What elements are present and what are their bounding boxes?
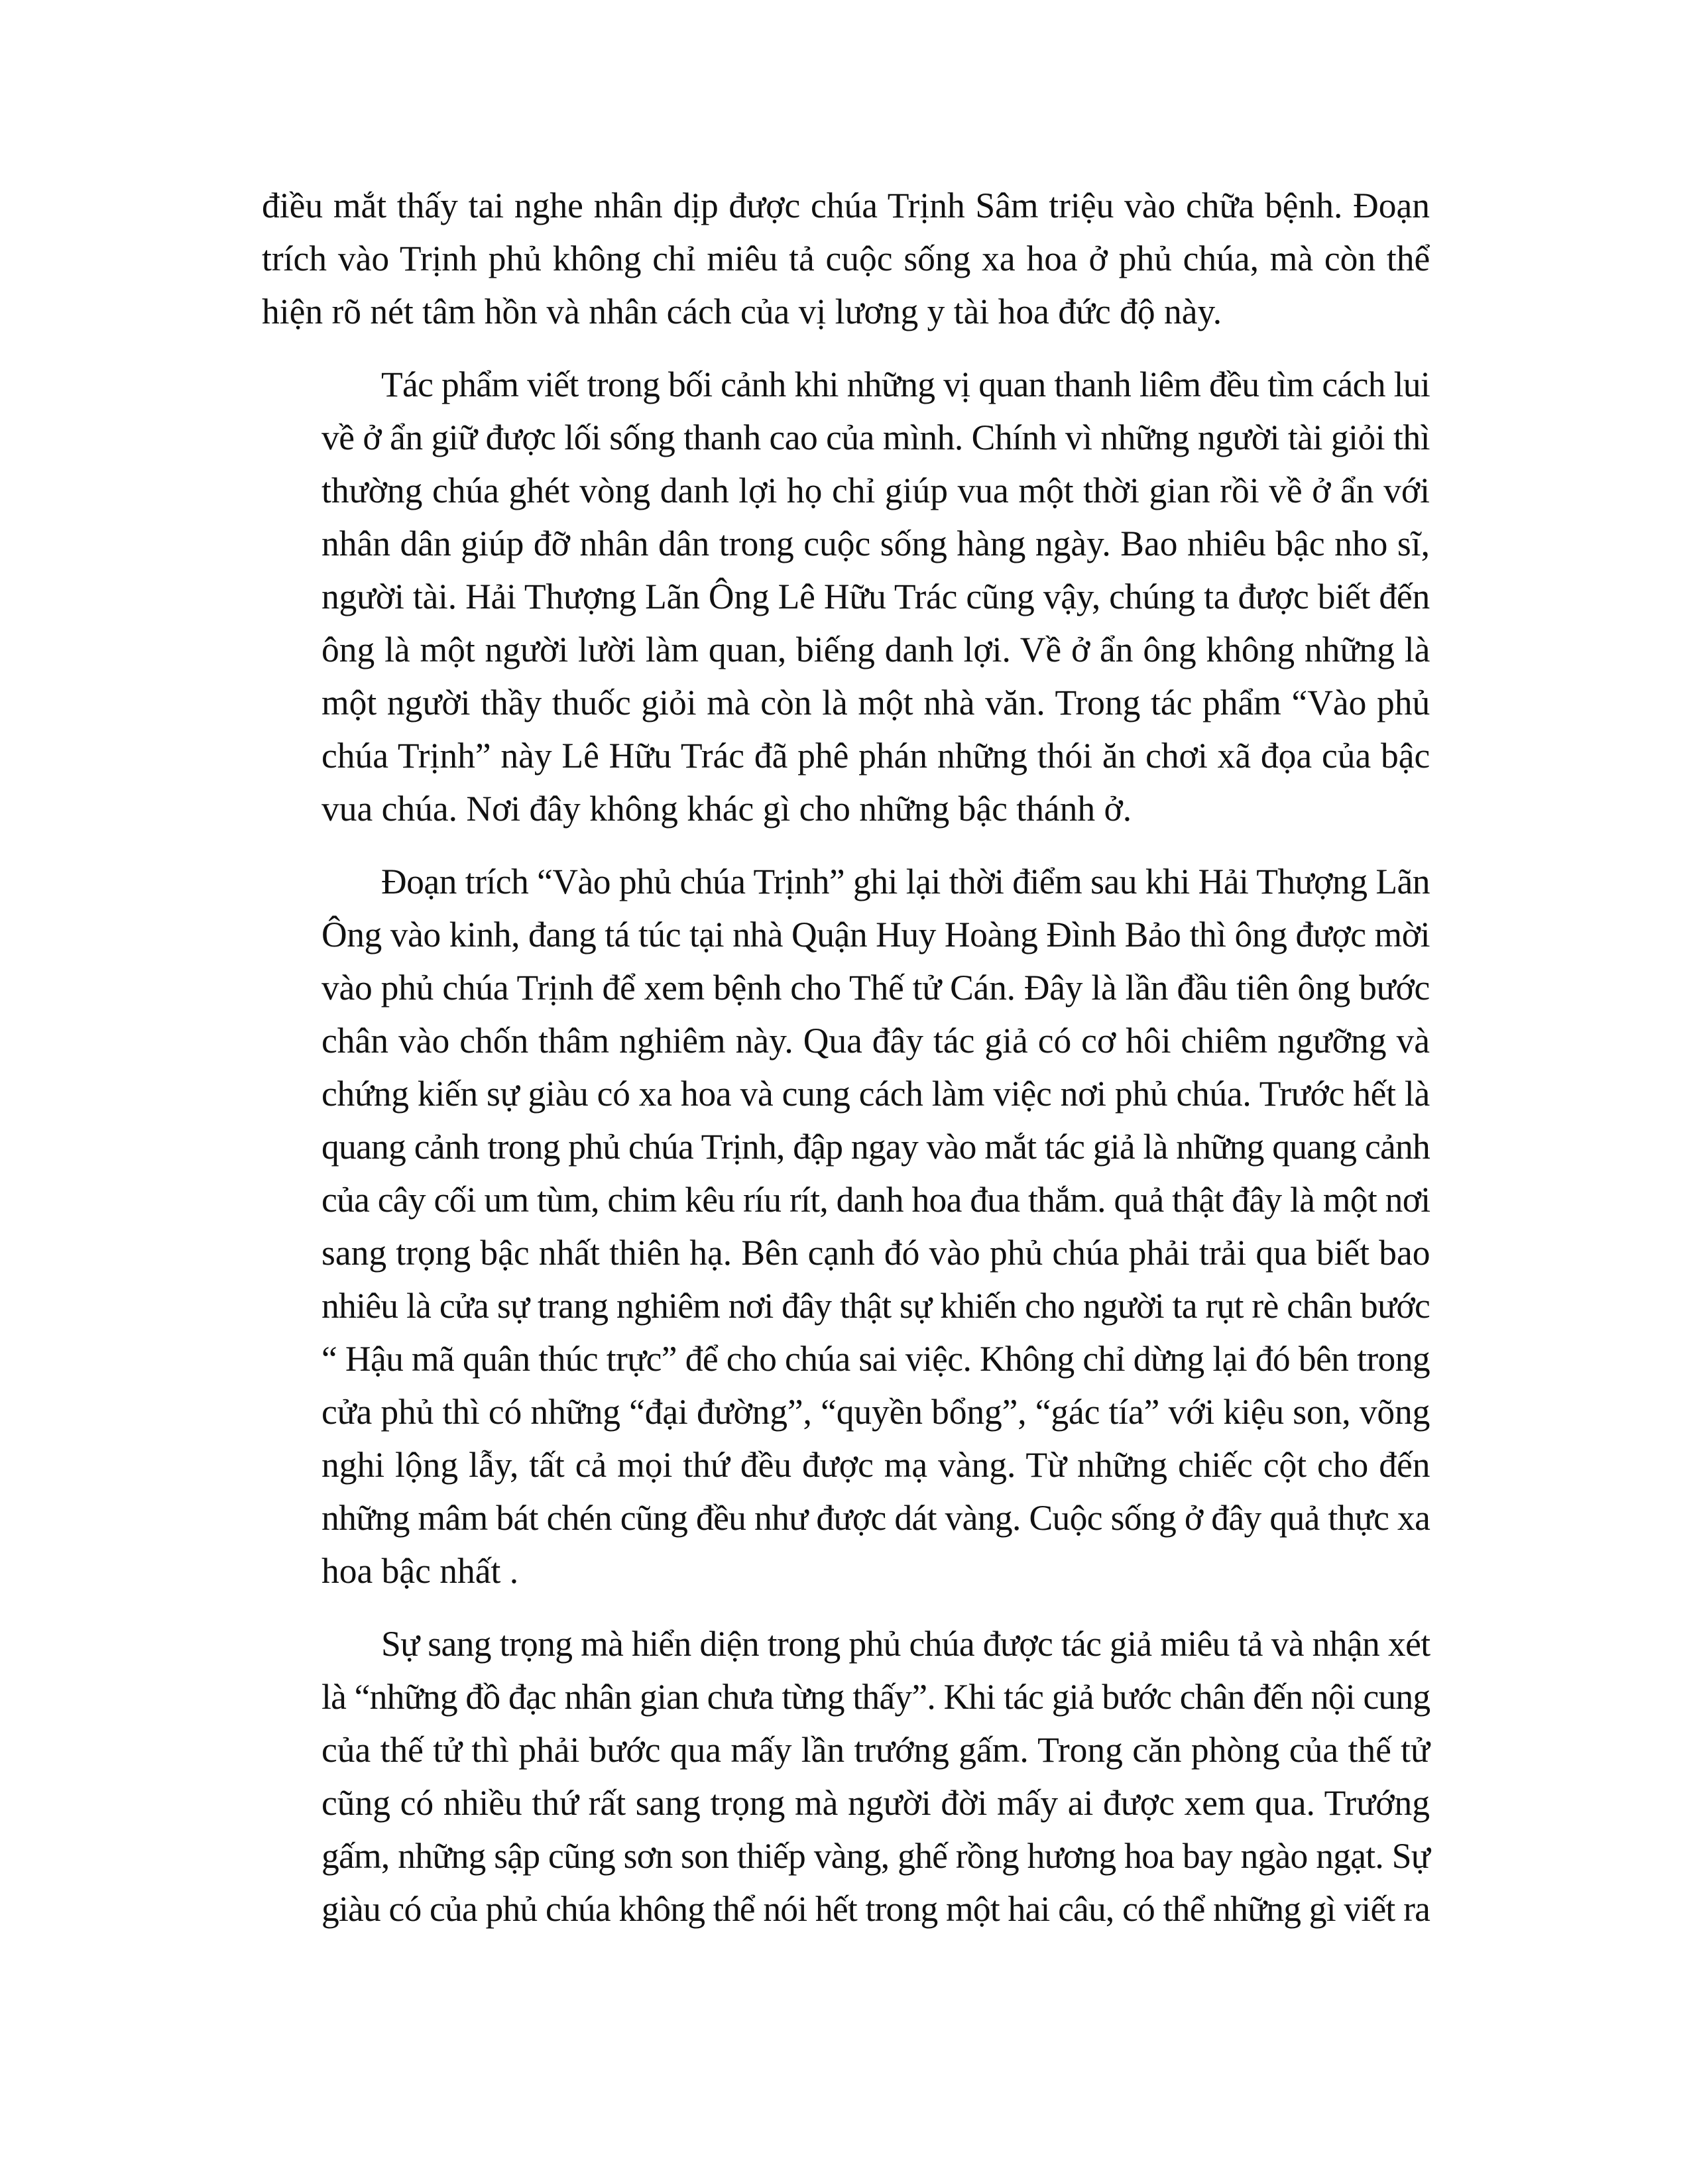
text-line: của cây cối um tùm, chim kêu ríu rít, danh hoa đua thắm. quả thật đây là một nơi [321,1180,1430,1220]
text-line: giàu có của phủ chúa không thể nói hết trong một hai câu, có thể những gì viết ra [321,1889,1430,1929]
text-line: chứng kiến sự giàu có xa hoa và cung cách làm việc nơi phủ chúa. Trước hết là [321,1074,1430,1114]
text-line: nghi lộng lẫy, tất cả mọi thứ đều được mạ vàng. Từ những chiếc cột cho đến [321,1445,1430,1485]
text-line: hoa bậc nhất . [321,1551,519,1591]
text-line: hiện rõ nét tâm hồn và nhân cách của vị lương y tài hoa đức độ này. [262,292,1222,331]
paragraph-3 [262,855,1430,1597]
text-line: Ông vào kinh, đang tá túc tại nhà Quận Huy Hoàng Đình Bảo thì ông được mời [321,915,1430,954]
text-line: chân vào chốn thâm nghiêm này. Qua đây tác giả có cơ hôi chiêm ngưỡng và [321,1021,1430,1061]
text-line: Tác phẩm viết trong bối cảnh khi những vị quan thanh liêm đều tìm cách lui [381,365,1430,404]
text-line: trích vào Trịnh phủ không chỉ miêu tả cuộc sống xa hoa ở phủ chúa, mà còn thể [262,239,1430,278]
text-line: gấm, những sập cũng sơn son thiếp vàng, ghế rồng hương hoa bay ngào ngạt. Sự [321,1836,1430,1876]
text-line: cửa phủ thì có những “đại đường”, “quyền bổng”, “gác tía” với kiệu son, võng [321,1392,1430,1432]
text-line: điều mắt thấy tai nghe nhân dịp được chúa Trịnh Sâm triệu vào chữa bệnh. Đoạn [262,186,1430,225]
text-line: “ Hậu mã quân thúc trực” để cho chúa sai việc. Không chỉ dừng lại đó bên trong [321,1339,1430,1379]
text-line: vua chúa. Nơi đây không khác gì cho những bậc thánh ở. [321,789,1132,829]
text-line: những mâm bát chén cũng đều như được dát vàng. Cuộc sống ở đây quả thực xa [321,1498,1430,1538]
text-line: là “những đồ đạc nhân gian chưa từng thấy”. Khi tác giả bước chân đến nội cung [321,1677,1430,1717]
text-line: của thế tử thì phải bước qua mấy lần trướng gấm. Trong căn phòng của thế tử [321,1730,1430,1770]
paragraph-2 [262,358,1430,835]
text-line: Sự sang trọng mà hiển diện trong phủ chúa được tác giả miêu tả và nhận xét [381,1624,1430,1664]
text-line: nhân dân giúp đỡ nhân dân trong cuộc sống hàng ngày. Bao nhiêu bậc nho sĩ, [321,524,1430,563]
text-line: về ở ẩn giữ được lối sống thanh cao của mình. Chính vì những người tài giỏi thì [321,418,1430,457]
text-line: người tài. Hải Thượng Lãn Ông Lê Hữu Trác cũng vậy, chúng ta được biết đến [321,577,1430,616]
paragraph-4 [262,1617,1430,1935]
text-line: chúa Trịnh” này Lê Hữu Trác đã phê phán những thói ăn chơi xã đọa của bậc [321,736,1430,776]
text-line: cũng có nhiều thứ rất sang trọng mà người đời mấy ai được xem qua. Trướng [321,1783,1430,1823]
text-line: vào phủ chúa Trịnh để xem bệnh cho Thế tử Cán. Đây là lần đầu tiên ông bước [321,968,1430,1007]
paragraph-1 [262,179,1430,338]
text-line: quang cảnh trong phủ chúa Trịnh, đập ngay vào mắt tác giả là những quang cảnh [321,1127,1430,1167]
text-line: ông là một người lười làm quan, biếng danh lợi. Về ở ẩn ông không những là [321,630,1430,669]
text-line: Đoạn trích “Vào phủ chúa Trịnh” ghi lại thời điểm sau khi Hải Thượng Lãn [381,862,1430,901]
document-page [262,179,1430,1955]
text-line: thường chúa ghét vòng danh lợi họ chỉ giúp vua một thời gian rồi về ở ẩn với [321,471,1430,510]
text-line: sang trọng bậc nhất thiên hạ. Bên cạnh đó vào phủ chúa phải trải qua biết bao [321,1233,1430,1273]
text-line: nhiêu là cửa sự trang nghiêm nơi đây thật sự khiến cho người ta rụt rè chân bước [321,1286,1430,1326]
text-line: một người thầy thuốc giỏi mà còn là một nhà văn. Trong tác phẩm “Vào phủ [321,683,1430,722]
